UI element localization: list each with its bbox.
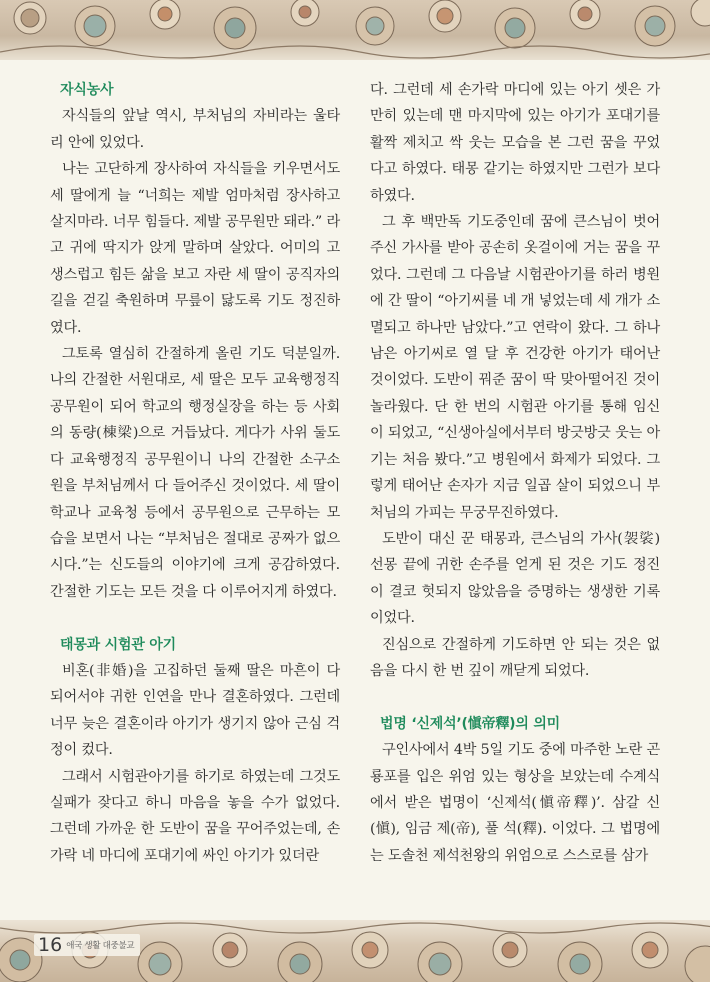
paragraph: 비혼(非婚)을 고집하던 둘째 딸은 마흔이 다 되어서야 귀한 인연을 만나 결혼하였다. 그런데 너무 늦은 결혼이라 아기가 생기지 않아 근심 걱정이 컸다. — [50, 662, 340, 759]
right-column — [370, 77, 660, 869]
section-heading-dream: 태몽과 시험관 아기 — [60, 636, 176, 653]
page-number: 16 — [38, 934, 63, 956]
paragraph-continued: 다. 그런데 세 손가락 마디에 있는 아기 셋은 가만히 있는데 맨 마지막에 있는 아기가 포대기를 활짝 제치고 싹 웃는 모습을 본 그런 꿈을 꾸었다고 하였다. 태몽 같기는 하였지만 그런가 보다 하였다. — [370, 82, 660, 204]
section-heading-children: 자식농사 — [60, 82, 114, 98]
page-footer — [34, 934, 140, 956]
paragraph: 그토록 열심히 간절하게 올린 기도 덕분일까. 나의 간절한 서원대로, 세 딸은 모두 교육행정직 공무원이 되어 학교의 행정실장을 하는 등 사회의 동량(棟梁)으로 거듭났다. 게다가 사위 둘도 다 교육행정직 공무원이니 나의 간절한 소구소원을 부처님께서 다 들어주신 것이었다. 세 딸이 학교나 교육청 등에서 공무원으로 근무하는 모습을 보면서 나는 “부처님은 절대로 공짜가 없으시다.”는 신도들의 이야기에 크게 공감하였다. 간절한 기도는 모든 것을 다 이루어지게 하였다. — [50, 346, 340, 600]
section-heading-dharma-name: 법명 ‘신제석’(愼帝釋)의 의미 — [380, 715, 560, 732]
paragraph: 구인사에서 4박 5일 기도 중에 마주한 노란 곤룡포를 입은 위엄 있는 형상을 보았는데 수계식에서 받은 법명이 ‘신제석(愼帝釋)’. 삼갈 신(愼), 임금 제(帝), 풀 석(釋). 이었다. 그 법명에는 도솔천 제석천왕의 위엄으로 스스로를 삼가 — [370, 742, 660, 864]
paragraph: 그래서 시험관아기를 하기로 하였는데 그것도 실패가 잦다고 하니 마음을 놓을 수가 없었다. 그런데 가까운 한 도반이 꿈을 꾸어주었는데, 손가락 네 마디에 포대기에 싸인 아기가 있더란 — [50, 768, 340, 864]
paragraph: 나는 고단하게 장사하여 자식들을 키우면서도 세 딸에게 늘 “너희는 제발 엄마처럼 장사하고 살지마라. 너무 힘들다. 제발 공무원만 돼라.” 라고 귀에 딱지가 앉게 말하며 살았다. 어미의 고생스럽고 힘든 삶을 보고 자란 세 딸이 공직자의 길을 걷길 축원하며 무릎이 닳도록 기도 정진하였다. — [50, 161, 340, 336]
left-column — [50, 77, 340, 869]
running-title: 애국 생활 대중불교 — [66, 941, 135, 951]
paisley-pattern-top — [0, 0, 710, 60]
paragraph: 자식들의 앞날 역시, 부처님의 자비라는 울타리 안에 있었다. — [50, 108, 340, 151]
paragraph: 도반이 대신 꾼 태몽과, 큰스님의 가사(袈裟) 선몽 끝에 귀한 손주를 얻게 된 것은 기도 정진이 결코 헛되지 않았음을 증명하는 생생한 기록이었다. — [370, 530, 660, 627]
decorative-top-border — [0, 0, 710, 60]
paragraph: 진심으로 간절하게 기도하면 안 되는 것은 없음을 다시 한 번 깊이 깨닫게 되었다. — [370, 636, 660, 679]
paragraph: 그 후 백만독 기도중인데 꿈에 큰스님이 벗어 주신 가사를 받아 공손히 옷걸이에 거는 꿈을 꾸었다. 그런데 그 다음날 시험관아기를 하러 병원에 간 딸이 “아기씨를 네 개 넣었는데 세 개가 소멸되고 하나만 남았다.”고 연락이 왔다. 그 하나 남은 아기씨로 열 달 후 건강한 아기가 태어난 것이었다. 도반이 꿔준 꿈이 딱 맞아떨어진 것이 놀라웠다. 단 한 번의 시험관 아기를 통해 임신이 되었고, “신생아실에서부터 방긋방긋 웃는 아기는 처음 봤다.”고 병원에서 화제가 되었다. 그렇게 태어난 손자가 지금 일곱 살이 되었으니 부처님의 가피는 무궁무진하였다. — [370, 214, 660, 521]
